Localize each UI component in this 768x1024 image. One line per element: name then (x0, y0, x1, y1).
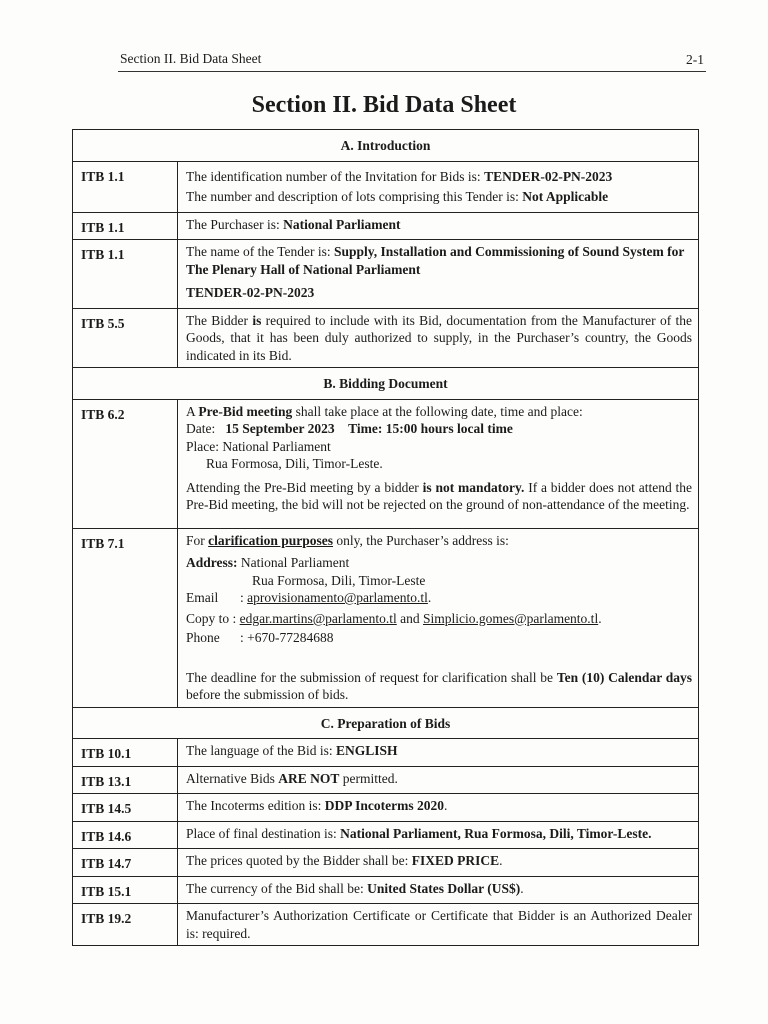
table-row (73, 739, 699, 767)
clause-ref: ITB 19.2 (73, 904, 178, 946)
clause-text: The name of the Tender is: Supply, Installation and Commissioning of Sound System for The Plenary Hall of National Parliament TENDER-02-PN-2023 (178, 240, 699, 309)
email-link[interactable]: aprovisionamento@parlamento.tl (247, 590, 428, 605)
table-row (73, 849, 699, 877)
clause-text: The prices quoted by the Bidder shall be: FIXED PRICE. (178, 849, 699, 877)
table-row (73, 528, 699, 707)
clause-text: The identification number of the Invitation for Bids is: TENDER-02-PN-2023 The number and description of lots comprising this Tender is: Not Applicable (178, 161, 699, 212)
copy-email-link-1[interactable]: edgar.martins@parlamento.tl (239, 610, 397, 626)
table-row (73, 904, 699, 946)
clause-ref: ITB 15.1 (73, 876, 178, 904)
table-row (73, 308, 699, 368)
section-a-heading: A. Introduction (73, 130, 699, 162)
table-row (73, 212, 699, 240)
clause-text: For clarification purposes only, the Purchaser’s address is: Address: National Parliament Rua Formosa, Dili, Timor-Leste Email : aprovisionamento@parlamento.tl. Copy to : edgar.martins@parlamento.tl and Simplicio.gomes@parlamento.tl. Phone : +670-77284688 The deadline for the submission of request for clarification shall be Ten (10) Calendar days before the submission of bids. (178, 528, 699, 707)
clause-text: The Incoterms edition is: DDP Incoterms 2020. (178, 794, 699, 822)
clause-text: The Bidder is required to include with its Bid, documentation from the Manufacturer of the Goods, that it has been duly authorized to supply, in the Purchaser’s country, the Goods indicated in its Bid. (178, 308, 699, 368)
clause-ref: ITB 1.1 (73, 161, 178, 212)
clause-ref: ITB 14.5 (73, 794, 178, 822)
section-c-heading: C. Preparation of Bids (73, 707, 699, 739)
clause-ref: ITB 10.1 (73, 739, 178, 767)
table-row (73, 161, 699, 212)
clause-text: The Purchaser is: National Parliament (178, 212, 699, 240)
clause-text: A Pre-Bid meeting shall take place at the following date, time and place: Date: 15 September 2023 Time: 15:00 hours local time Place: National Parliament Rua Formosa, Dili, Timor-Leste. Attending the Pre-Bid meeting by a bidder is not mandatory. If a bidder does not attend the Pre-Bid meeting, the bid will not be rejected on the ground of non-attendance of the meeting. (178, 399, 699, 528)
section-heading-row (73, 707, 699, 739)
table-row (73, 240, 699, 309)
clause-ref: ITB 1.1 (73, 240, 178, 309)
clause-text: The currency of the Bid shall be: United States Dollar (US$). (178, 876, 699, 904)
clause-ref: ITB 6.2 (73, 399, 178, 528)
clause-text: The language of the Bid is: ENGLISH (178, 739, 699, 767)
header-section-title: Section II. Bid Data Sheet (120, 51, 262, 66)
table-row (73, 399, 699, 528)
clause-ref: ITB 14.7 (73, 849, 178, 877)
copy-email-link-2[interactable]: Simplicio.gomes@parlamento.tl (423, 610, 599, 626)
table-row (73, 821, 699, 849)
page-header (118, 50, 706, 72)
section-b-heading: B. Bidding Document (73, 368, 699, 400)
header-page-number: 2-1 (686, 52, 704, 67)
clause-ref: ITB 1.1 (73, 212, 178, 240)
table-row (73, 794, 699, 822)
clause-ref: ITB 5.5 (73, 308, 178, 368)
page-title: Section II. Bid Data Sheet (251, 92, 517, 118)
section-heading-row (73, 130, 699, 162)
clause-ref: ITB 14.6 (73, 821, 178, 849)
clause-ref: ITB 7.1 (73, 528, 178, 707)
table-row (73, 766, 699, 794)
clause-text: Alternative Bids ARE NOT permitted. (178, 766, 699, 794)
clause-ref: ITB 13.1 (73, 766, 178, 794)
section-heading-row (73, 368, 699, 400)
bid-data-table (72, 129, 699, 946)
clause-text: Place of final destination is: National Parliament, Rua Formosa, Dili, Timor-Leste. (178, 821, 699, 849)
table-row (73, 876, 699, 904)
clause-text: Manufacturer’s Authorization Certificate or Certificate that Bidder is an Authorized Dealer is: required. (178, 904, 699, 946)
